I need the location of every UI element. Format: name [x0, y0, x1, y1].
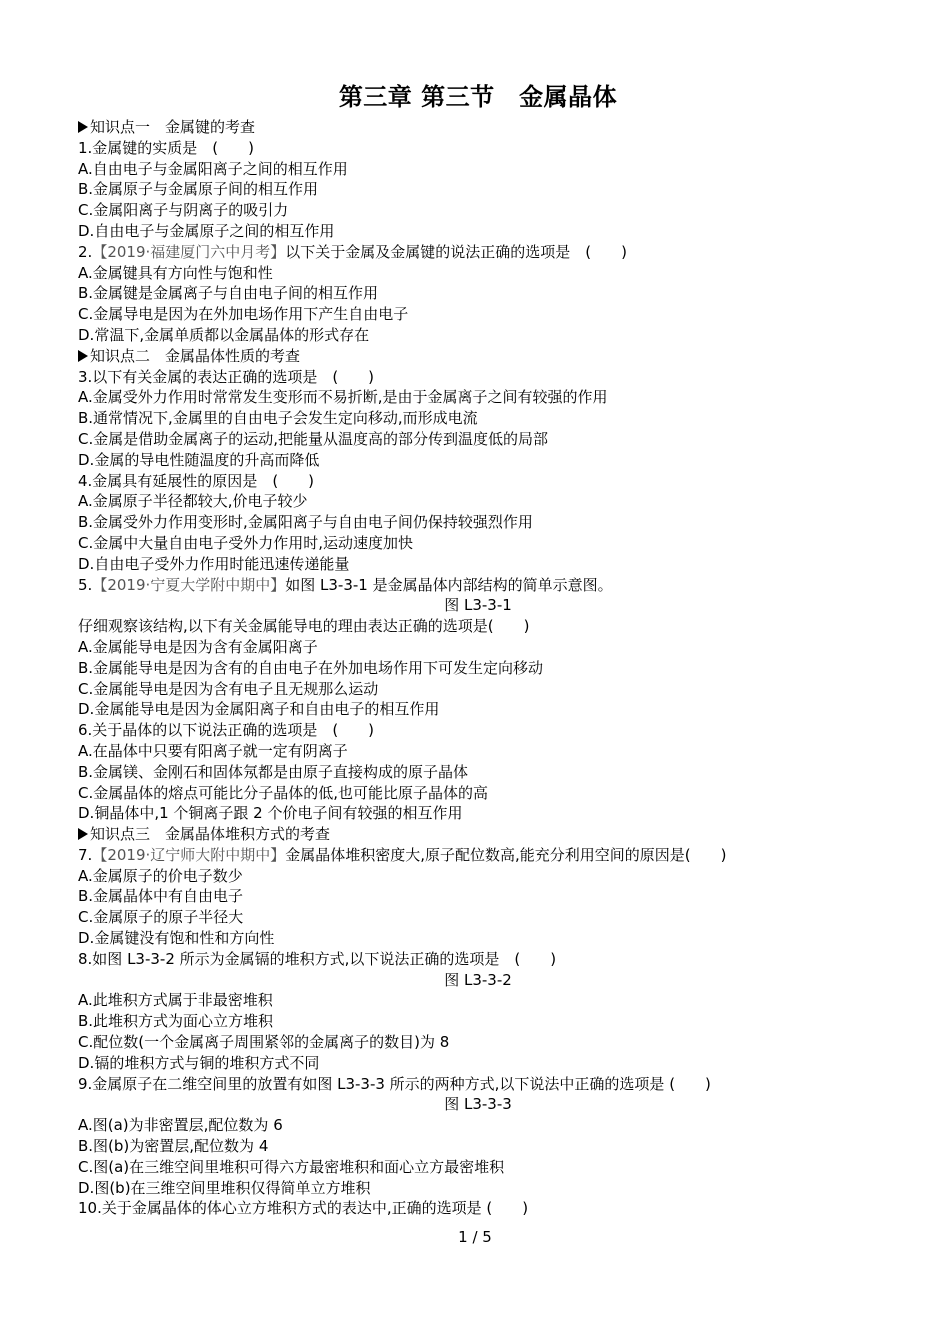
question-option: A.金属受外力作用时常常发生变形而不易折断,是由于金属离子之间有较强的作用 — [78, 388, 608, 407]
question-option: C.图(a)在三维空间里堆积可得六方最密堆积和面心立方最密堆积 — [78, 1157, 505, 1176]
question-option: B.图(b)为密置层,配位数为 4 — [78, 1137, 269, 1156]
question-option: D.图(b)在三维空间里堆积仅得简单立方堆积 — [78, 1178, 371, 1197]
question-stem: 7.【2019·辽宁师大附中期中】金属晶体堆积密度大,原子配位数高,能充分利用空间的原因是( ) — [78, 845, 727, 864]
document-page — [78, 80, 878, 1219]
triangle-bullet-icon — [78, 828, 88, 840]
figure-caption: 图 L3-3-2 — [444, 970, 512, 989]
section-heading: 知识点二 金属晶体性质的考查 — [78, 346, 878, 367]
question-option: B.金属原子与金属原子间的相互作用 — [78, 180, 319, 199]
question-option: C.金属导电是因为在外加电场作用下产生自由电子 — [78, 305, 409, 324]
question-stem: 10.关于金属晶体的体心立方堆积方式的表达中,正确的选项是 ( ) — [78, 1199, 529, 1218]
question-stem: 仔细观察该结构,以下有关金属能导电的理由表达正确的选项是( ) — [78, 617, 530, 636]
question-option: C.金属能导电是因为含有电子且无规那么运动 — [78, 679, 379, 698]
question-option: D.自由电子与金属原子之间的相互作用 — [78, 221, 335, 240]
question-option: C.金属阳离子与阴离子的吸引力 — [78, 201, 289, 220]
question-option: B.金属能导电是因为含有的自由电子在外加电场作用下可发生定向移动 — [78, 658, 544, 677]
question-option: C.金属是借助金属离子的运动,把能量从温度高的部分传到温度低的局部 — [78, 429, 549, 448]
question-option: D.金属的导电性随温度的升高而降低 — [78, 450, 320, 469]
question-source: 【2019·辽宁师大附中期中】 — [92, 845, 286, 864]
question-stem: 6.关于晶体的以下说法正确的选项是 ( ) — [78, 721, 375, 740]
question-option: A.金属键具有方向性与饱和性 — [78, 263, 273, 282]
question-option: A.金属能导电是因为含有金属阳离子 — [78, 637, 318, 656]
question-option: C.金属中大量自由电子受外力作用时,运动速度加快 — [78, 533, 414, 552]
question-option: D.铜晶体中,1 个铜离子跟 2 个价电子间有较强的相互作用 — [78, 804, 463, 823]
triangle-bullet-icon — [78, 350, 88, 362]
question-option: C.金属晶体的熔点可能比分子晶体的低,也可能比原子晶体的高 — [78, 783, 489, 802]
question-option: B.通常情况下,金属里的自由电子会发生定向移动,而形成电流 — [78, 409, 478, 428]
question-stem: 5.【2019·宁夏大学附中期中】如图 L3-3-1 是金属晶体内部结构的简单示意图。 — [78, 575, 613, 594]
figure-caption: 图 L3-3-3 — [444, 1095, 512, 1114]
page-title: 第三章 第三节 金属晶体 — [338, 83, 618, 111]
question-stem: 1.金属键的实质是 ( ) — [78, 138, 255, 157]
question-option: A.在晶体中只要有阳离子就一定有阴离子 — [78, 741, 348, 760]
question-stem: 8.如图 L3-3-2 所示为金属镉的堆积方式,以下说法正确的选项是 ( ) — [78, 949, 557, 968]
question-option: A.金属原子半径都较大,价电子较少 — [78, 492, 308, 511]
figure-caption: 图 L3-3-1 — [444, 596, 512, 615]
page-number: 1 / 5 — [458, 1228, 492, 1246]
question-option: B.金属镁、金刚石和固体氖都是由原子直接构成的原子晶体 — [78, 762, 469, 781]
question-option: B.此堆积方式为面心立方堆积 — [78, 1012, 274, 1031]
triangle-bullet-icon — [78, 121, 88, 133]
section-heading: 知识点三 金属晶体堆积方式的考查 — [78, 824, 878, 845]
question-option: A.金属原子的价电子数少 — [78, 866, 243, 885]
question-stem: 3.以下有关金属的表达正确的选项是 ( ) — [78, 367, 375, 386]
question-option: D.常温下,金属单质都以金属晶体的形式存在 — [78, 325, 370, 344]
question-option: D.镉的堆积方式与铜的堆积方式不同 — [78, 1053, 320, 1072]
question-option: B.金属键是金属离子与自由电子间的相互作用 — [78, 284, 379, 303]
question-option: B.金属晶体中有自由电子 — [78, 887, 244, 906]
question-option: D.金属键没有饱和性和方向性 — [78, 929, 275, 948]
question-option: B.金属受外力作用变形时,金属阳离子与自由电子间仍保持较强烈作用 — [78, 513, 533, 532]
question-option: D.金属能导电是因为金属阳离子和自由电子的相互作用 — [78, 700, 440, 719]
question-stem: 9.金属原子在二维空间里的放置有如图 L3-3-3 所示的两种方式,以下说法中正确的选项是 ( ) — [78, 1074, 711, 1093]
question-option: C.金属原子的原子半径大 — [78, 908, 244, 927]
question-source: 【2019·宁夏大学附中期中】 — [92, 575, 286, 594]
question-stem: 2.【2019·福建厦门六中月考】以下关于金属及金属键的说法正确的选项是 ( ) — [78, 242, 627, 261]
question-option: A.自由电子与金属阳离子之间的相互作用 — [78, 159, 348, 178]
question-option: A.图(a)为非密置层,配位数为 6 — [78, 1116, 283, 1135]
question-option: A.此堆积方式属于非最密堆积 — [78, 991, 273, 1010]
question-option: D.自由电子受外力作用时能迅速传递能量 — [78, 554, 350, 573]
question-source: 【2019·福建厦门六中月考】 — [92, 242, 286, 261]
question-option: C.配位数(一个金属离子周围紧邻的金属离子的数目)为 8 — [78, 1033, 450, 1052]
question-stem: 4.金属具有延展性的原因是 ( ) — [78, 471, 315, 490]
section-heading: 知识点一 金属键的考查 — [78, 117, 878, 138]
